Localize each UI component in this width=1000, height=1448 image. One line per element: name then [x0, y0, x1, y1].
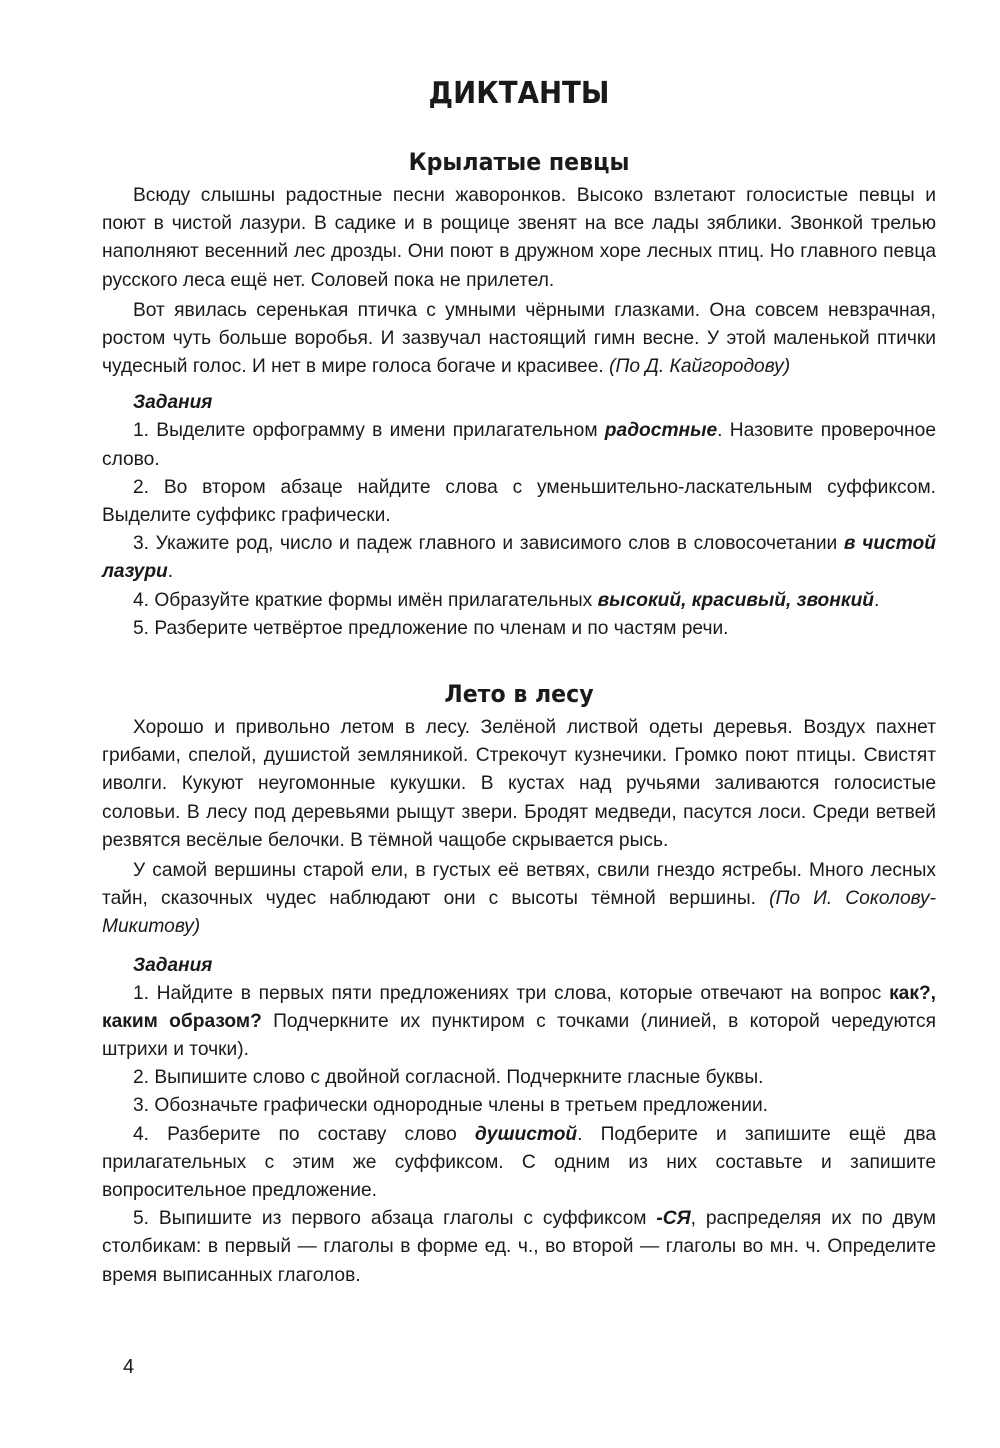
- task-item: [102, 1205, 936, 1290]
- task-text: . Назовите проверочное слово.: [102, 420, 936, 470]
- task-text: 5. Выпишите из первого абзаца глаголы с суффиксом: [133, 1208, 657, 1230]
- task-item: [102, 1064, 936, 1092]
- paragraph: Всюду слышны радостные песни жаворонков. Высоко взлетают голосистые певцы и поют в чистой лазури. В садике и в рощице звенят на все лады зяблики. Звонкой трелью наполняют весенний лес дрозды. Они поют в дружном хоре лесных птиц. Но главного певца русского леса ещё нет. Соловей пока не прилетел.: [102, 185, 936, 291]
- task-emphasis: душистой: [474, 1123, 578, 1145]
- paragraph: [102, 857, 936, 942]
- dictation-section-1: [102, 142, 936, 643]
- task-text: 1. Выделите орфограмму в имени прилагательном: [133, 420, 605, 442]
- task-emphasis: в чистой лазури: [102, 533, 936, 583]
- task-text: .: [167, 561, 174, 583]
- attribution: (По Д. Кайгородову): [609, 356, 791, 378]
- paragraph-text: Вот явилась серенькая птичка с умными чёрными глазками. Она совсем невзрачная, ростом чуть больше воробья. И зазвучал настоящий гимн весне. У этой маленькой птички чудесный голос. И нет в мире голоса богаче и красивее.: [102, 299, 936, 378]
- section-title: Лето в лесу: [444, 680, 594, 708]
- task-emphasis: высокий, красивый, звонкий: [597, 589, 875, 611]
- task-text: , распределяя их по двум столбикам: в первый — глаголы в форме ед. ч., во второй — глаголы во мн. ч. Определите время выписанных глаголов.: [102, 1208, 936, 1286]
- page-title: ДИКТАНТЫ: [428, 76, 610, 111]
- task-text: 2. Во втором абзаце найдите слова с уменьшительно-ласкательным суффиксом. Выделите суффикс графически.: [102, 476, 936, 527]
- task-item: [102, 530, 936, 586]
- tasks-heading: Задания: [133, 954, 213, 976]
- task-item: [102, 615, 936, 643]
- task-text: 4. Разберите по составу слово: [133, 1123, 475, 1145]
- task-text: . Подберите и запишите ещё два прилагательных с этим же суффиксом. С одним из них составьте и запишите вопросительное предложение.: [102, 1123, 936, 1202]
- task-item: [102, 417, 936, 473]
- attribution: (По И. Соколову-Микитову): [102, 888, 936, 938]
- task-text: 2. Выпишите слово с двойной согласной. Подчеркните гласные буквы.: [133, 1067, 764, 1089]
- paragraph: [102, 297, 936, 382]
- task-emphasis: как?, каким образом?: [102, 982, 936, 1032]
- page-number: 4: [123, 1356, 135, 1378]
- paragraph-text: У самой вершины старой ели, в густых её ветвях, свили гнездо ястребы. Много лесных тайн, сказочных чудес наблюдают они с высоты тёмной вершины.: [102, 860, 936, 910]
- task-emphasis: -СЯ: [656, 1208, 691, 1230]
- section-title: Крылатые певцы: [408, 148, 630, 176]
- task-item: [102, 1092, 936, 1120]
- task-text: 4. Образуйте краткие формы имён прилагательных: [133, 589, 598, 611]
- task-text: 3. Укажите род, число и падеж главного и зависимого слов в словосочетании: [133, 533, 844, 555]
- paragraph: Хорошо и привольно летом в лесу. Зелёной листвой одеты деревья. Воздух пахнет грибами, спелой, душистой земляникой. Стрекочут кузнечики. Громко поют птицы. Свистят иволги. Кукуют неугомонные кукушки. В кустах над ручьями заливаются голосистые соловьи. В лесу под деревьями рыщут звери. Бродят медведи, пасутся лоси. Среди ветвей резвятся весёлые белочки. В тёмной чащобе скрывается рысь.: [102, 717, 936, 851]
- task-text: 5. Разберите четвёртое предложение по членам и по частям речи.: [133, 617, 729, 639]
- task-text: 3. Обозначьте графически однородные члены в третьем предложении.: [133, 1095, 769, 1117]
- tasks-heading: Задания: [133, 392, 213, 414]
- task-text: Подчеркните их пунктиром с точками (линией, в которой чередуются штрихи и точки).: [102, 1010, 936, 1061]
- task-item: [102, 587, 936, 615]
- task-text: 1. Найдите в первых пяти предложениях три слова, которые отвечают на вопрос: [133, 982, 890, 1004]
- dictation-section-2: [102, 674, 936, 1290]
- task-item: [102, 474, 936, 530]
- task-item: [102, 980, 936, 1065]
- task-item: [102, 1121, 936, 1206]
- task-emphasis: радостные: [604, 420, 718, 442]
- task-text: .: [874, 589, 880, 611]
